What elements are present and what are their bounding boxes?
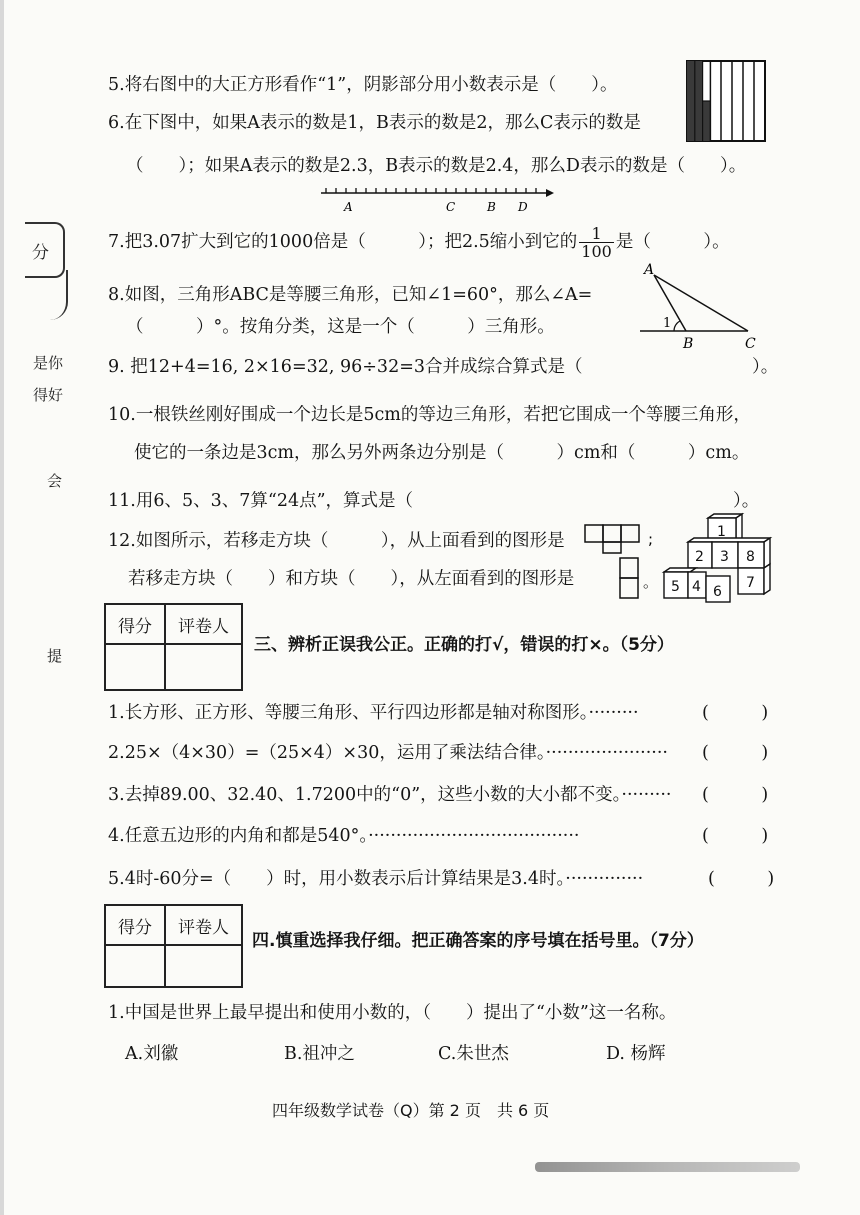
option-b[interactable]: B.祖冲之: [284, 1044, 355, 1064]
scan-edge: [0, 0, 4, 1215]
left-view-figure: [618, 556, 659, 602]
grader-header: 评卷人: [165, 905, 242, 945]
question-10-line-1: 10.一根铁丝刚好围成一个边长是5cm的等边三角形，若把它围成一个等腰三角形，: [108, 405, 751, 425]
tf-item-1: 1.长方形、正方形、等腰三角形、平行四边形都是轴对称图形。·········: [108, 703, 639, 723]
section-3-title: 三、辨析正误我公正。正确的打√，错误的打×。（5分）: [254, 635, 674, 655]
question-9-close: ）。: [752, 357, 779, 377]
score-header: 得分: [105, 905, 165, 945]
score-table-section-3: [104, 603, 243, 691]
page-footer: 四年级数学试卷（Q）第 2 页 共 6 页: [272, 1101, 550, 1120]
number-line-label-d: D: [518, 200, 528, 214]
cube-label-6: 6: [713, 584, 722, 600]
margin-note-1: 是你: [33, 354, 64, 372]
score-header: 得分: [105, 604, 165, 644]
question-8-line-1: 8.如图，三角形ABC是等腰三角形，已知∠1=60°，那么∠A=: [108, 285, 593, 305]
section-4-title: 四.慎重选择我仔细。把正确答案的序号填在括号里。（7分）: [252, 931, 704, 951]
tf-answer-2[interactable]: ( ): [702, 743, 769, 763]
question-6-line-1: 6.在下图中，如果A表示的数是1，B表示的数是2，那么C表示的数是: [108, 113, 641, 133]
margin-curve: [40, 270, 68, 320]
question-11-close: ）。: [733, 491, 760, 511]
option-c[interactable]: C.朱世杰: [438, 1044, 509, 1064]
question-7-part-1: 7.把3.07扩大到它的1000倍是（ ）；把2.5缩小到它的: [108, 232, 578, 252]
question-9: 9. 把12+4=16, 2×16=32, 96÷32=3合并成综合算式是（: [108, 357, 583, 377]
tf-item-5: 5.4时-60分=（ ）时，用小数表示后计算结果是3.4时。··············: [108, 869, 644, 889]
cube-label-2: 2: [695, 549, 704, 565]
option-d[interactable]: D. 杨辉: [606, 1044, 666, 1064]
decimal-square-figure: [686, 60, 766, 142]
question-12-line-1: 12.如图所示，若移走方块（ ），从上面看到的图形是: [108, 531, 565, 551]
triangle-abc-figure: [638, 262, 768, 352]
score-cell[interactable]: [105, 945, 165, 987]
triangle-label-b: B: [683, 336, 694, 352]
option-a[interactable]: A.刘徽: [125, 1044, 179, 1064]
grader-cell[interactable]: [165, 945, 242, 987]
number-line-label-b: B: [487, 200, 496, 214]
score-cell[interactable]: [105, 644, 165, 690]
svg-text:。: 。: [643, 573, 659, 591]
cube-label-8: 8: [746, 549, 755, 565]
question-11: 11.用6、5、3、7算“24点”，算式是（: [108, 491, 414, 511]
question-5: 5.将右图中的大正方形看作“1”，阴影部分用小数表示是（ ）。: [108, 75, 618, 95]
tf-answer-5[interactable]: ( ): [708, 869, 775, 889]
cube-label-7: 7: [746, 575, 755, 591]
tf-item-3: 3.去掉89.00、32.40、1.7200中的“0”，这些小数的大小都不变。·········: [108, 785, 672, 805]
cube-label-3: 3: [720, 549, 729, 565]
tf-answer-3[interactable]: ( ): [702, 785, 769, 805]
question-6-line-2: （ ）；如果A表示的数是2.3，B表示的数是2.4，那么D表示的数是（ ）。: [126, 156, 747, 176]
tf-answer-4[interactable]: ( ): [702, 826, 769, 846]
margin-note-3: 会: [47, 472, 63, 490]
tf-item-4: 4.任意五边形的内角和都是540°。······································: [108, 826, 580, 846]
cube-label-5: 5: [671, 579, 680, 595]
cube-stack-figure: [660, 512, 772, 604]
triangle-label-a: A: [644, 262, 655, 278]
question-10-line-2: 使它的一条边是3cm，那么另外两条边分别是（ ）cm和（ ）cm。: [134, 443, 750, 463]
fraction-denominator: 100: [581, 242, 612, 261]
question-7: [108, 220, 730, 264]
tf-answer-1[interactable]: ( ): [702, 703, 769, 723]
triangle-label-c: C: [745, 336, 756, 352]
svg-text:;: ;: [648, 530, 654, 548]
top-view-figure: [584, 524, 660, 554]
fraction-1-100: [579, 225, 614, 260]
margin-note-2: 得好: [33, 386, 64, 404]
margin-score-fragment: 分: [32, 243, 49, 263]
grader-header: 评卷人: [165, 604, 242, 644]
score-table-section-4: [104, 904, 243, 988]
question-8-line-2: （ ）°。按角分类，这是一个（ ）三角形。: [126, 317, 555, 337]
question-7-part-2: 是（ ）。: [615, 232, 730, 252]
grader-cell[interactable]: [165, 644, 242, 690]
scan-smudge: [535, 1162, 800, 1172]
tf-item-2: 2.25×（4×30）=（25×4）×30，运用了乘法结合律。······················: [108, 743, 668, 763]
fraction-numerator: 1: [579, 225, 614, 243]
number-line-label-c: C: [446, 200, 456, 214]
cube-label-4: 4: [692, 579, 701, 595]
choice-question-1: 1.中国是世界上最早提出和使用小数的，（ ）提出了“小数”这一名称。: [108, 1003, 677, 1023]
number-line-figure: [318, 184, 554, 214]
question-12-line-2: 若移走方块（ ）和方块（ ），从左面看到的图形是: [128, 569, 575, 589]
triangle-angle-label: 1: [663, 316, 672, 331]
margin-note-4: 提: [47, 647, 63, 665]
cube-label-1: 1: [717, 524, 726, 540]
number-line-label-a: A: [344, 200, 353, 214]
